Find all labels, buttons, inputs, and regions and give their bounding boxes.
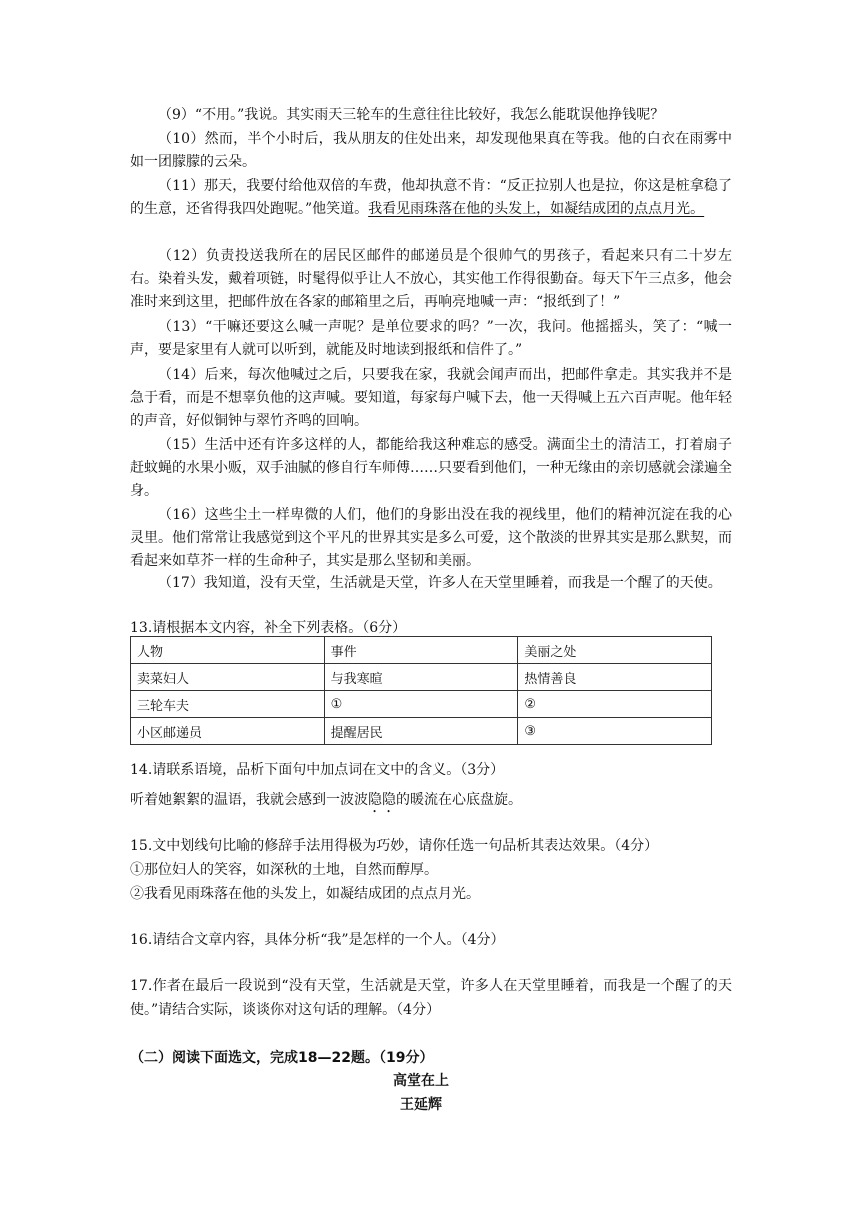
answer-table — [130, 636, 712, 745]
table-row — [131, 664, 712, 691]
question-16-prompt: 16.请结合文章内容，具体分析“我”是怎样的一个人。（4分） — [130, 932, 505, 948]
table-cell: 三轮车夫 — [131, 691, 325, 718]
question-13-prompt: 13.请根据本文内容，补全下列表格。（6分） — [130, 620, 407, 636]
paragraph-12: （12）负责投送我所在的居民区邮件的邮递员是个很帅气的男孩子，看起来只有二十岁左右。染着头发，戴着项链，时髦得似乎让人不放心，其实他工作得很勤奋。每天下午三点多，他会准时来到这里，把邮件放在各家的邮箱里之后，再响亮地喊一声：“报纸到了！” — [130, 248, 732, 310]
dotted-word: 隐隐 — [368, 792, 396, 808]
table-header-row — [131, 637, 712, 664]
table-cell: 提醒居民 — [324, 718, 518, 745]
sentence-text: 的暖流在心底盘旋。 — [396, 792, 522, 808]
table-cell: 卖菜妇人 — [131, 664, 325, 691]
section-2-heading: （二）阅读下面选文，完成18—22题。（19分） — [130, 1050, 434, 1066]
paragraph-10: （10）然而，半个小时后，我从朋友的住处出来，却发现他果真在等我。他的白衣在雨雾中如一团朦朦的云朵。 — [130, 131, 732, 170]
table-cell: ① — [324, 691, 518, 718]
question-15-option-1: ①那位妇人的笑容，如深秋的土地，自然而醇厚。 — [130, 862, 438, 878]
paragraph-13: （13）“干嘛还要这么喊一声呢？是单位要求的吗？”一次，我问。他摇摇头，笑了：“喊一声，要是家里有人就可以听到，就能及时地读到报纸和信件了。” — [130, 319, 732, 358]
article-title: 高堂在上 — [393, 1073, 449, 1089]
paragraph-15: （15）生活中还有许多这样的人，都能给我这种难忘的感受。满面尘土的清洁工，打着扇子赶蚊蝇的水果小贩，双手油腻的修自行车师傅……只要看到他们，一种无缘由的亲切感就会漾遍全身。 — [130, 437, 732, 499]
table-cell: 热情善良 — [518, 664, 712, 691]
table-cell: 小区邮递员 — [131, 718, 325, 745]
table-cell: ② — [518, 691, 712, 718]
sentence-text: 听着她絮絮的温语，我就会感到一波波 — [130, 792, 368, 808]
table-header-cell: 人物 — [131, 637, 325, 664]
table-row — [131, 718, 712, 745]
paragraph-11-text: （11）那天，我要付给他双倍的车费，他却执意不肯：“反正拉别人也是拉，你这是桩拿稳了的生意，还省得我四处跑呢。”他笑道。 — [130, 178, 732, 217]
paragraph-14: （14）后来，每次他喊过之后，只要我在家，我就会闻声而出，把邮件拿走。其实我并不是急于看，而是不想辜负他的这声喊。要知道，每家每户喊下去，他一天得喊上五六百声呢。他年轻的声音，好似铜钟与翠竹齐鸣的回响。 — [130, 367, 732, 429]
question-14-sentence — [130, 788, 732, 816]
question-17-prompt: 17.作者在最后一段说到“没有天堂，生活就是天堂，许多人在天堂里睡着，而我是一个醒了的天使。”请结合实际，谈谈你对这句话的理解。（4分） — [130, 978, 732, 1018]
underlined-sentence: 我看见雨珠落在他的头发上，如凝结成团的点点月光。 — [368, 201, 705, 217]
table-cell: 与我寒暄 — [324, 664, 518, 691]
table-header-cell: 事件 — [324, 637, 518, 664]
paragraph-9: （9）“不用。”我说。其实雨天三轮车的生意往往比较好，我怎么能耽误他挣钱呢？ — [158, 107, 665, 123]
question-15-prompt: 15.文中划线句比喻的修辞手法用得极为巧妙，请你任选一句品析其表达效果。（4分） — [130, 838, 659, 854]
table-header-cell: 美丽之处 — [518, 637, 712, 664]
paragraph-17: （17）我知道，没有天堂，生活就是天堂，许多人在天堂里睡着，而我是一个醒了的天使。 — [158, 575, 722, 591]
paragraph-16: （16）这些尘土一样卑微的人们，他们的身影出没在我的视线里，他们的精神沉淀在我的心灵里。他们常常让我感觉到这个平凡的世界其实是多么可爱，这个散淡的世界其实是那么默契，而看起来如草芥一样的生命种子，其实是那么坚韧和美丽。 — [130, 507, 732, 569]
paragraph-11 — [130, 175, 732, 221]
question-15-option-2: ②我看见雨珠落在他的头发上，如凝结成团的点点月光。 — [130, 886, 480, 902]
table-row — [131, 691, 712, 718]
question-14-prompt: 14.请联系语境，品析下面句中加点词在文中的含义。（3分） — [130, 762, 505, 778]
article-author: 王延辉 — [400, 1097, 442, 1113]
table-cell: ③ — [518, 718, 712, 745]
